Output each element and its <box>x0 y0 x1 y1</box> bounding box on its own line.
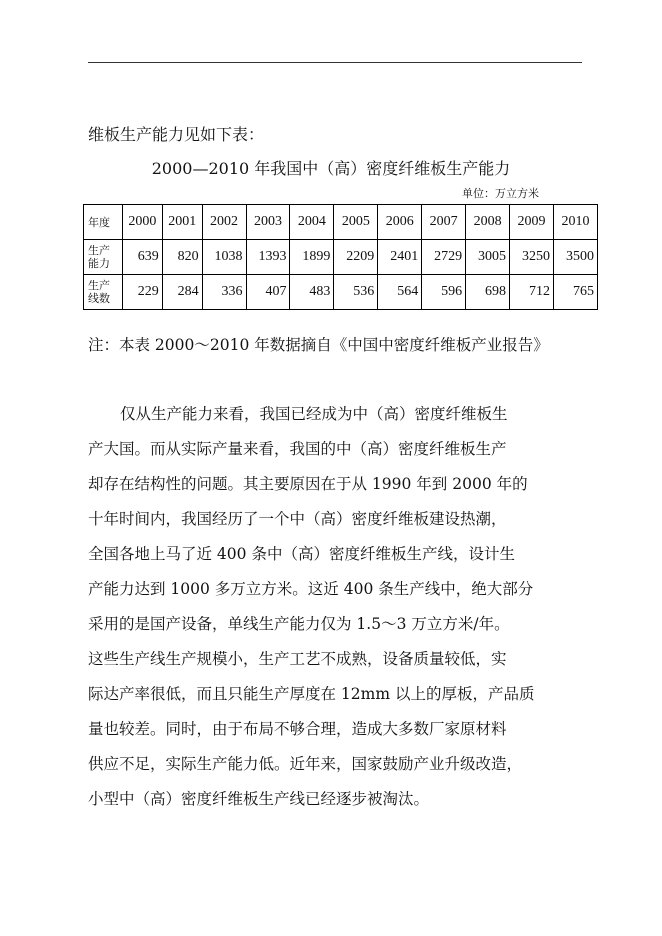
table-cell: 765 <box>553 275 597 310</box>
capacity-table <box>83 204 598 310</box>
paragraph-line: 这些生产线生产规模小，生产工艺不成熟，设备质量较低，实 <box>88 650 507 668</box>
table-cell: 3500 <box>553 240 597 275</box>
table-cell: 1038 <box>202 240 246 275</box>
table-cell: 712 <box>510 275 554 310</box>
table-cell: 639 <box>123 240 163 275</box>
table-header-row <box>84 205 598 240</box>
table-cell: 3250 <box>510 240 554 275</box>
header-rule <box>88 62 582 63</box>
year-cell: 2007 <box>422 205 466 240</box>
table-cell: 3005 <box>466 240 510 275</box>
paragraph-line: 量也较差。同时，由于布局不够合理，造成大多数厂家原材料 <box>88 720 507 738</box>
year-cell: 2008 <box>466 205 510 240</box>
table-cell: 1899 <box>290 240 334 275</box>
table-cell: 820 <box>162 240 202 275</box>
paragraph-line: 十年时间内，我国经历了一个中（高）密度纤维板建设热潮， <box>88 510 507 528</box>
year-cell: 2003 <box>246 205 290 240</box>
year-cell: 2001 <box>162 205 202 240</box>
body-paragraph <box>88 402 588 822</box>
table-row <box>84 275 598 310</box>
table-cell: 284 <box>162 275 202 310</box>
paragraph-line: 产能力达到 1000 多万立方米。这近 400 条生产线中，绝大部分 <box>88 580 534 598</box>
row-label-line: 生产 <box>88 244 110 257</box>
table-cell: 407 <box>246 275 290 310</box>
year-cell: 2002 <box>202 205 246 240</box>
year-cell: 2006 <box>378 205 422 240</box>
paragraph-line: 际达产率很低，而且只能生产厚度在 12mm 以上的厚板，产品质 <box>88 685 535 703</box>
table-title: 2000—2010 年我国中（高）密度纤维板生产能力 <box>151 159 511 178</box>
table-source-note: 注：本表 2000～2010 年数据摘自《中国中密度纤维板产业报告》 <box>88 336 549 354</box>
table-cell: 564 <box>378 275 422 310</box>
table-cell: 2401 <box>378 240 422 275</box>
row-label-line: 生产 <box>88 279 110 292</box>
row-label-line: 能力 <box>88 257 110 270</box>
paragraph-line: 产大国。而从实际产量来看，我国的中（高）密度纤维板生产 <box>88 440 507 458</box>
table-cell: 698 <box>466 275 510 310</box>
table-cell: 536 <box>334 275 378 310</box>
year-cell: 2005 <box>334 205 378 240</box>
row-label-capacity <box>84 240 123 275</box>
year-cell: 2000 <box>123 205 163 240</box>
row-label-lines <box>84 275 123 310</box>
paragraph-line: 采用的是国产设备，单线生产能力仅为 1.5～3 万立方米/年。 <box>88 615 510 633</box>
table-cell: 336 <box>202 275 246 310</box>
table-cell: 229 <box>123 275 163 310</box>
paragraph-line: 仅从生产能力来看，我国已经成为中（高）密度纤维板生 <box>120 405 508 423</box>
year-header-cell: 年度 <box>84 205 123 240</box>
paragraph-line: 却存在结构性的问题。其主要原因在于从 1990 年到 2000 年的 <box>88 475 528 493</box>
paragraph-line: 全国各地上马了近 400 条中（高）密度纤维板生产线，设计生 <box>88 545 515 563</box>
row-label-line: 线数 <box>88 292 110 305</box>
paragraph-line: 供应不足，实际生产能力低。近年来，国家鼓励产业升级改造， <box>88 755 523 773</box>
table-cell: 596 <box>422 275 466 310</box>
table-cell: 2209 <box>334 240 378 275</box>
year-cell: 2010 <box>553 205 597 240</box>
table-row <box>84 240 598 275</box>
table-unit: 单位：万立方米 <box>462 187 539 200</box>
paragraph-line: 小型中（高）密度纤维板生产线已经逐步被淘汰。 <box>88 790 430 808</box>
table-cell: 2729 <box>422 240 466 275</box>
year-cell: 2009 <box>510 205 554 240</box>
intro-line: 维板生产能力见如下表： <box>88 125 265 144</box>
year-cell: 2004 <box>290 205 334 240</box>
table-cell: 483 <box>290 275 334 310</box>
table-cell: 1393 <box>246 240 290 275</box>
